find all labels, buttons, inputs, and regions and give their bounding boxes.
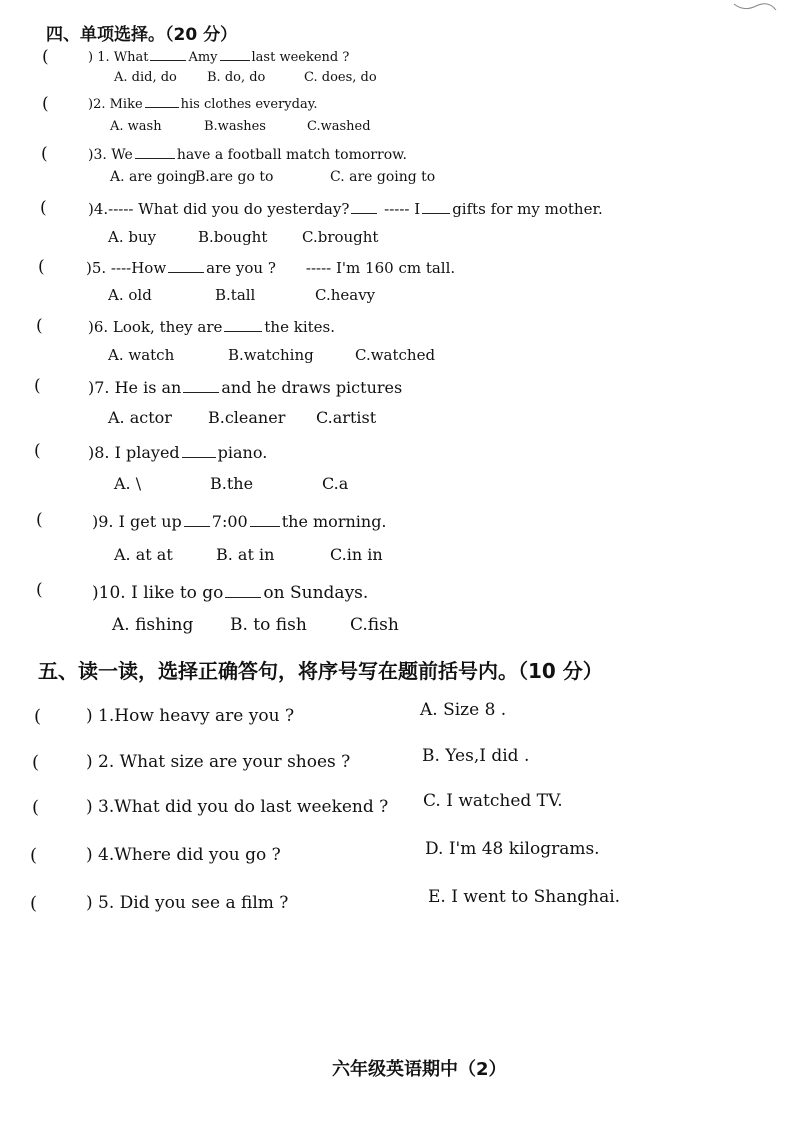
answer-option-b: B.bought (198, 228, 268, 246)
question-stem-start: )7. He is an (88, 378, 182, 397)
answer-option-a: A. fishing (112, 615, 194, 635)
answer-blank (220, 47, 250, 61)
answer-blank (182, 441, 216, 458)
answer-option-a: A. watch (108, 346, 175, 364)
question-text (88, 376, 402, 397)
question-stem-end: his clothes everyday. (180, 97, 318, 112)
answer-option-c: C. are going to (330, 169, 436, 185)
question-stem-start: ) 1. What (88, 50, 149, 65)
question-stem-start: )3. We (88, 147, 133, 163)
question-stem-end: the morning. (281, 512, 387, 531)
answer-bracket: ( (36, 510, 43, 530)
answer-option-b: B.washes (204, 119, 266, 134)
answer-blank (184, 510, 210, 527)
question-stem-end: on Sundays. (263, 583, 369, 603)
question-text (88, 316, 335, 336)
answer-option-a: A. \ (114, 474, 142, 493)
question-stem-end: are you ? (206, 259, 276, 277)
answer-option-b: B.cleaner (208, 408, 286, 427)
question-text (88, 441, 267, 462)
answer-option-b: B.are go to (195, 169, 274, 185)
answer-blank (135, 144, 175, 159)
question-stem-start: )10. I like to go (92, 583, 224, 603)
question-text (88, 198, 603, 218)
answer-option-a: A. buy (108, 228, 157, 246)
question-text (86, 257, 455, 277)
question-text (88, 47, 349, 65)
question-text (92, 510, 387, 531)
answer-option-b: B. at in (216, 545, 275, 564)
section-4-title: 四、单项选择。（20 分） (46, 25, 238, 45)
answer-bracket: ( (32, 752, 40, 773)
answer-bracket: ( (41, 144, 48, 164)
answer-option-b: B. to fish (230, 615, 307, 635)
answer-blank (225, 580, 261, 598)
matching-answer: C. I watched TV. (423, 791, 563, 811)
answer-option-c: C.artist (316, 408, 377, 427)
answer-option-a: A. are going (110, 169, 197, 185)
matching-answer: E. I went to Shanghai. (428, 887, 621, 907)
answer-option-b: B.tall (215, 286, 256, 304)
question-stem-middle: Amy (188, 50, 218, 65)
question-stem-start: )8. I played (88, 443, 180, 462)
page-footer: 六年级英语期中（2） (332, 1059, 507, 1080)
answer-bracket: ( (36, 580, 43, 600)
question-stem-end: have a football match tomorrow. (176, 147, 407, 163)
answer-bracket: ( (34, 376, 41, 396)
answer-option-a: A. old (108, 286, 152, 304)
answer-bracket: ( (34, 706, 42, 727)
answer-bracket: ( (42, 94, 49, 114)
matching-answer: D. I'm 48 kilograms. (425, 839, 600, 859)
answer-bracket: ( (40, 198, 47, 218)
corner-scribble (730, 0, 780, 14)
answer-blank (150, 47, 186, 61)
answer-option-c: C.heavy (315, 286, 376, 304)
question-stem-middle: 7:00 (211, 512, 248, 531)
answer-bracket: ( (30, 893, 38, 914)
question-stem-end: the kites. (264, 318, 335, 336)
matching-question: ) 2. What size are your shoes ? (86, 752, 351, 772)
question-stem-start: )4.----- What did you do yesterday? (88, 200, 350, 218)
answer-option-c: C.a (322, 474, 349, 493)
answer-blank (422, 198, 450, 214)
question-stem-end: and he draws pictures (221, 378, 403, 397)
question-text (92, 580, 368, 603)
answer-bracket: ( (32, 797, 40, 818)
answer-bracket: ( (38, 257, 45, 277)
answer-option-b: B. do, do (207, 70, 266, 85)
answer-option-a: A. wash (110, 119, 162, 134)
answer-option-c: C.washed (307, 119, 371, 134)
question-stem-middle: ----- I (379, 200, 421, 218)
matching-question: ) 3.What did you do last weekend ? (86, 797, 389, 817)
question-stem-start: )2. Mike (88, 97, 143, 112)
question-stem-start: )6. Look, they are (88, 318, 223, 336)
answer-blank (145, 94, 179, 108)
answer-option-c: C.watched (355, 346, 436, 364)
answer-option-a: A. at at (114, 545, 173, 564)
answer-option-c: C. does, do (304, 70, 377, 85)
answer-option-a: A. actor (108, 408, 172, 427)
answer-option-a: A. did, do (114, 70, 177, 85)
answer-bracket: ( (34, 441, 41, 461)
answer-blank (168, 257, 204, 273)
question-stem-start: )5. ----How (86, 259, 167, 277)
matching-answer: B. Yes,I did . (422, 746, 530, 766)
answer-blank (351, 198, 377, 214)
question-text (88, 144, 407, 163)
answer-blank (250, 510, 280, 527)
answer-option-b: B.the (210, 474, 254, 493)
matching-question: ) 5. Did you see a film ? (86, 893, 289, 913)
answer-option-c: C.fish (350, 615, 399, 635)
answer-blank (224, 316, 262, 332)
question-text (88, 94, 317, 112)
answer-bracket: ( (42, 47, 49, 67)
matching-question: ) 4.Where did you go ? (86, 845, 281, 865)
answer-option-b: B.watching (228, 346, 314, 364)
answer-blank (183, 376, 219, 393)
answer-option-c: C.brought (302, 228, 379, 246)
answer-bracket: ( (36, 316, 43, 336)
answer-bracket: ( (30, 845, 38, 866)
section-5-title: 五、读一读，选择正确答句，将序号写在题前括号内。（10 分） (38, 659, 603, 683)
answer-option-c: C.in in (330, 545, 383, 564)
question-stem-end: gifts for my mother. (452, 200, 603, 218)
question-stem-end: last weekend ? (251, 50, 350, 65)
question-stem-end: piano. (217, 443, 268, 462)
question-response: ----- I'm 160 cm tall. (305, 259, 456, 277)
matching-question: ) 1.How heavy are you ? (86, 706, 295, 726)
question-stem-start: )9. I get up (92, 512, 182, 531)
matching-answer: A. Size 8 . (420, 700, 507, 720)
